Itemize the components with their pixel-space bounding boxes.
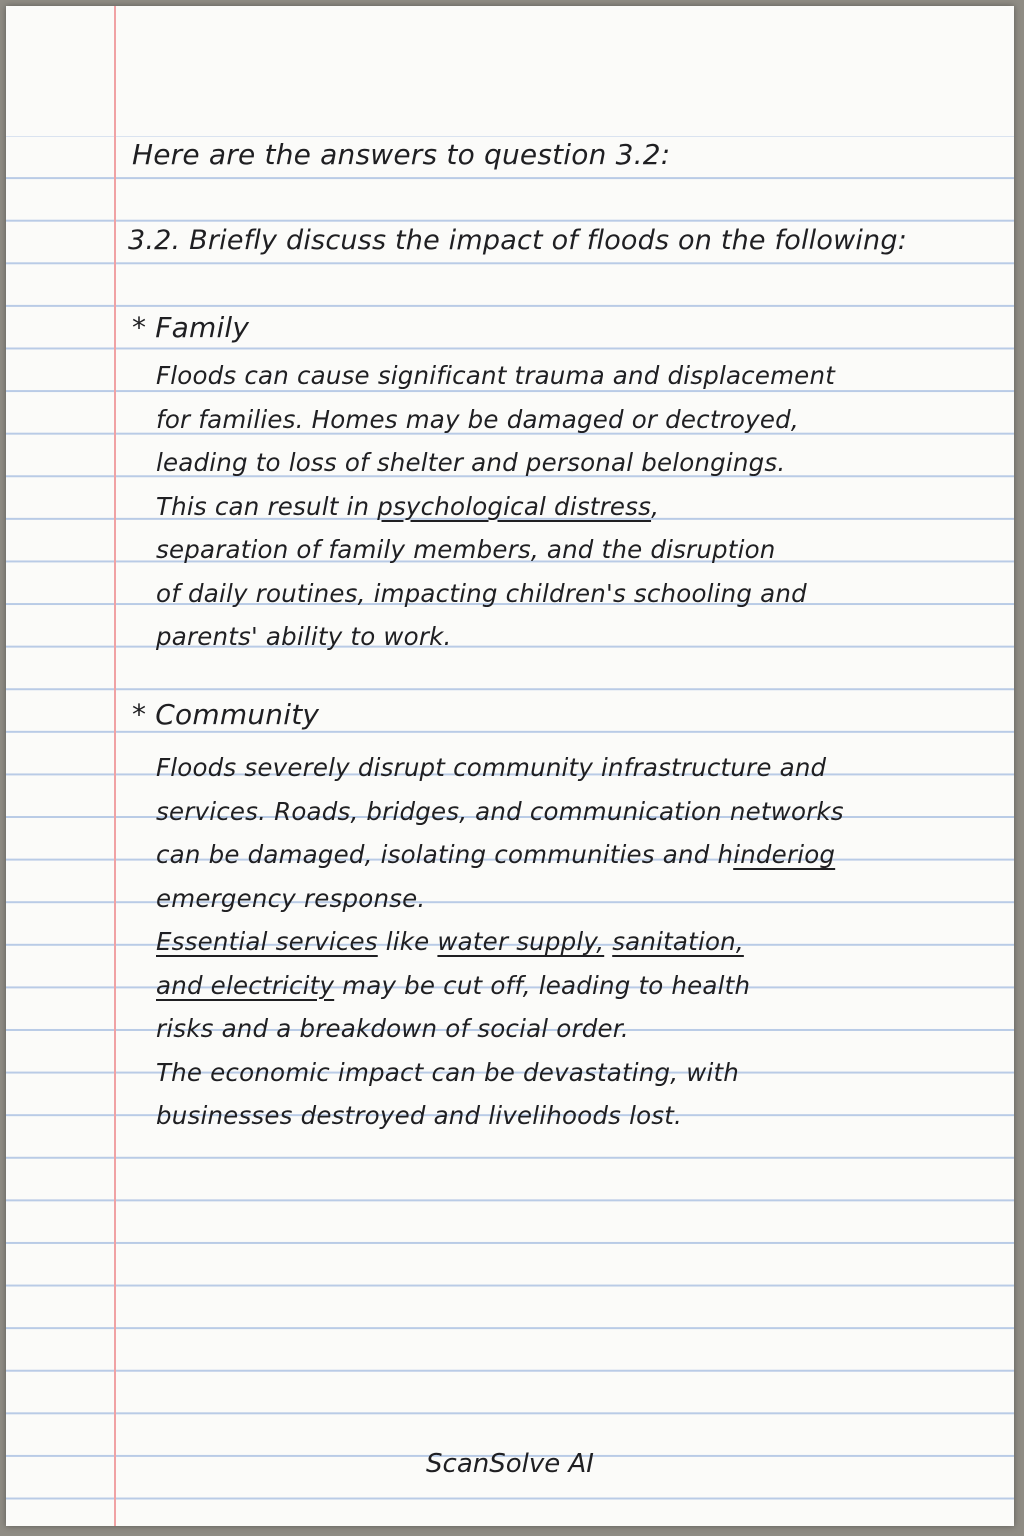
paragraph-line: The economic impact can be devastating, with: [156, 1057, 740, 1087]
paragraph-line: separation of family members, and the disruption: [156, 535, 776, 564]
paragraph-line: Essential services like water supply, sanitation,: [156, 927, 744, 956]
paragraph-line: can be damaged, isolating communities and hinderiog: [156, 840, 836, 869]
family-heading: * Family: [132, 311, 250, 344]
page-top-margin: [6, 6, 1014, 136]
paragraph-line: Floods can cause significant trauma and displacement: [156, 361, 835, 390]
margin-line: [114, 6, 116, 1526]
underlined-phrase: inderiog: [733, 840, 836, 869]
community-paragraph: [156, 746, 844, 1138]
question-text: 3.2. Briefly discuss the impact of floods on the following:: [128, 225, 908, 256]
paragraph-line: of daily routines, impacting children's schooling and: [156, 578, 807, 608]
family-paragraph: [156, 354, 835, 659]
underlined-phrase: psychological distress: [377, 491, 652, 521]
footer-brand: ScanSolve AI: [426, 1449, 594, 1479]
notebook-page: [6, 6, 1014, 1526]
paragraph-line: for families. Homes may be damaged or dectroyed,: [156, 404, 799, 434]
paragraph-line: services. Roads, bridges, and communication networks: [156, 796, 844, 826]
underlined-phrase: and electricity: [156, 970, 335, 1000]
intro-text: Here are the answers to question 3.2:: [132, 138, 671, 171]
paragraph-line: This can result in psychological distress,: [156, 491, 660, 521]
paragraph-line: parents' ability to work.: [156, 622, 452, 651]
paragraph-line: risks and a breakdown of social order.: [156, 1014, 629, 1043]
underlined-phrase: sanitation,: [612, 927, 744, 956]
underlined-phrase: water supply,: [437, 927, 605, 956]
paragraph-line: emergency response.: [156, 883, 426, 913]
community-heading: * Community: [132, 698, 320, 731]
paragraph-line: leading to loss of shelter and personal belongings.: [156, 448, 786, 477]
underlined-phrase: Essential services: [156, 927, 378, 956]
paragraph-line: Floods severely disrupt community infrastructure and: [156, 753, 827, 782]
paragraph-line: businesses destroyed and livelihoods lost.: [156, 1101, 683, 1130]
paragraph-line: and electricity may be cut off, leading to health: [156, 970, 751, 1000]
